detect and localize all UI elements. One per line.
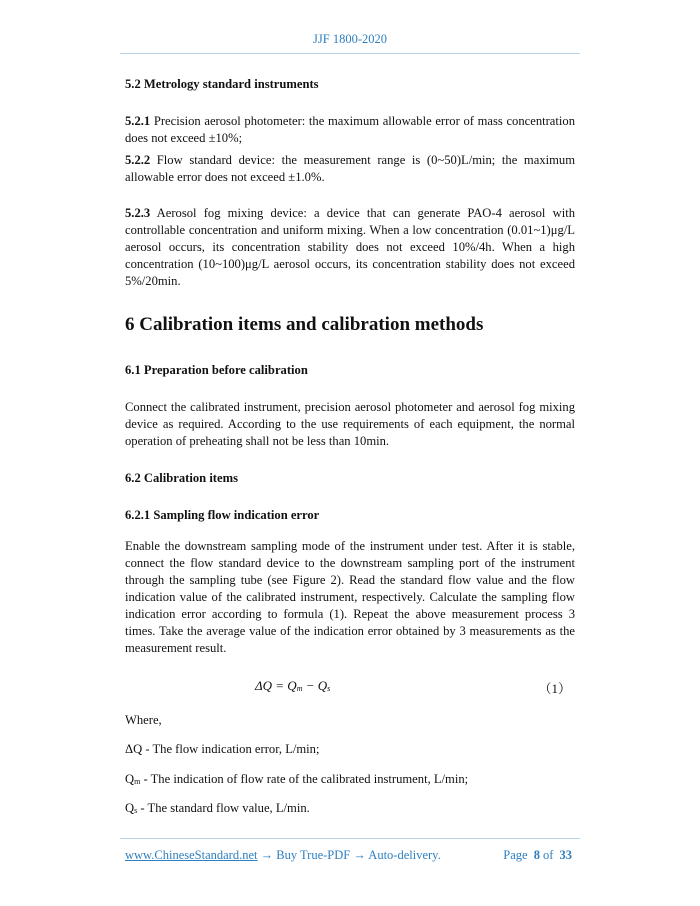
section-6-2-heading: 6.2 Calibration items bbox=[125, 471, 238, 485]
document-code-header: JJF 1800-2020 bbox=[313, 32, 387, 46]
section-5-2-heading: 5.2 Metrology standard instruments bbox=[125, 77, 319, 91]
header-rule bbox=[120, 53, 580, 54]
formula-1 bbox=[125, 678, 575, 698]
clause-5-2-3 bbox=[125, 205, 575, 290]
clause-number: 5.2.1 bbox=[125, 114, 151, 128]
clause-5-2-1 bbox=[125, 113, 575, 147]
footer-promo-text: → Buy True-PDF → Auto-delivery. bbox=[257, 848, 441, 862]
definition-qs: $Q_s$ - The standard flow value, L/min. bbox=[125, 801, 310, 815]
where-label: Where, bbox=[125, 713, 162, 727]
page-indicator: Page 8 of 33 bbox=[503, 848, 572, 862]
formula-expression: $\Delta Q = Q_m - Q_s$ bbox=[255, 678, 331, 693]
clause-text: Precision aerosol photometer: the maximum allowable error of mass concentration does not exceed ±10%; bbox=[125, 114, 575, 145]
definition-qm: $Q_m$ - The indication of flow rate of the calibrated instrument, L/min; bbox=[125, 772, 469, 786]
section-6-2-1-heading: 6.2.1 Sampling flow indication error bbox=[125, 508, 320, 522]
clause-text: Flow standard device: the measurement range is (0~50)L/min; the maximum allowable error does not exceed ±1.0%. bbox=[125, 153, 575, 184]
section-6-1-text: Connect the calibrated instrument, precision aerosol photometer and aerosol fog mixing device as required. According to the use requirements of each equipment, the normal operation of preheating shall not be less than 10min. bbox=[125, 400, 575, 448]
section-6-heading: 6 Calibration items and calibration methods bbox=[125, 314, 484, 335]
website-link[interactable]: www.ChineseStandard.net bbox=[125, 848, 258, 862]
clause-text: Aerosol fog mixing device: a device that can generate PAO-4 aerosol with controllable concentration and uniform mixing. When a low concentration (0.01~1)μg/L aerosol occurs, its concentration stability does not exceed 10%/4h. When a high concentration (10~100)μg/L aerosol occurs, its concentration stability does not exceed 5%/20min. bbox=[125, 206, 575, 288]
clause-number: 5.2.3 bbox=[125, 206, 151, 220]
clause-number: 5.2.2 bbox=[125, 153, 151, 167]
formula-number: （1） bbox=[538, 681, 571, 696]
footer bbox=[125, 848, 575, 863]
section-6-1-heading: 6.1 Preparation before calibration bbox=[125, 363, 308, 377]
footer-rule bbox=[120, 838, 580, 839]
clause-5-2-2 bbox=[125, 152, 575, 186]
section-6-2-1-text: Enable the downstream sampling mode of the instrument under test. After it is stable, connect the flow standard device to the downstream sampling port of the instrument through the sampling tube (see Figure 2). Read the standard flow value and the flow indication value of the calibrated instrument, respectively. Calculate the sampling flow indication error according to formula (1). Repeat the above measurement process 3 times. Take the average value of the indication error obtained by 3 measurements as the measurement result. bbox=[125, 539, 575, 655]
definition-delta-q: ΔQ - The flow indication error, L/min; bbox=[125, 742, 320, 756]
